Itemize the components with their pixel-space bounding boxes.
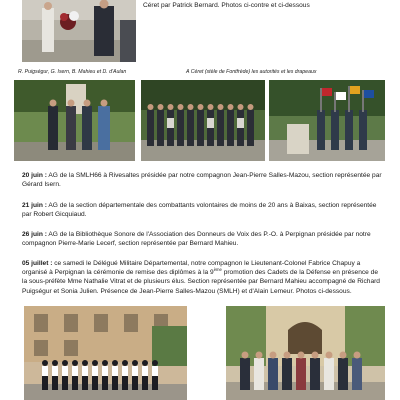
photo-caption-right: A Céret (stèle de Fontfrède) les autorités et les drapeaux <box>186 69 317 75</box>
paragraph-text: ce samedi le Délégué Militaire Départemental, notre compagnon le Lieutenant-Colonel Fabrice Chapuy a organisé à Perpignan la cérémonie de remise des diplômes à la 9 <box>22 260 361 277</box>
photo-caption-left: R. Puigségur, G. Isern, B. Mahieu et D. d'Aulan <box>18 69 127 75</box>
photo-wreath-laying <box>22 0 136 62</box>
photo-group-at-stele <box>14 80 135 161</box>
photo-officials-group <box>226 306 385 400</box>
paragraph-26-juin <box>22 230 384 248</box>
photo-assembly-crowd <box>141 80 265 161</box>
date-label: 21 juin : <box>22 202 47 209</box>
date-label: 26 juin : <box>22 231 47 238</box>
paragraph-text-continued: promotion des Cadets de la Défense en présence de la sous-préfète Mme Nathalie Vitrat et de plusieurs élus. Section représentée par Bernard Mahieu accompagné de Richard Puigségur et Sonia Julien. Présence de Jean-Pierre Salles-Mazou (SMLH) et d'Alain Lemeur. Photos ci-dessous. <box>22 269 380 295</box>
paragraph-text: AG de la section départementale des combattants volontaires de moins de 20 ans à Baixas, section représentée par Robert Gicquiaud. <box>22 202 377 219</box>
paragraph-text: AG de la Bibliothèque Sonore de l'Association des Donneurs de Voix des P.-O. à Perpignan présidée par notre compagnon Pierre-Marie Lecerf, section représentée par Bernard Mahieu. <box>22 231 371 248</box>
paragraph-text: AG de la SMLH66 à Rivesaltes présidée par notre compagnon Jean-Pierre Salles-Mazou, section représentée par Gérard Isern. <box>22 172 382 189</box>
paragraph-20-juin <box>22 171 384 189</box>
photo-flags-monument <box>269 80 385 161</box>
paragraph-21-juin <box>22 201 384 219</box>
top-photo-caption: Céret par Patrick Bernard. Photos ci-contre et ci-dessous <box>143 2 310 9</box>
date-label: 05 juillet : <box>22 260 53 267</box>
paragraph-05-juillet <box>22 259 384 296</box>
photo-cadets-parade <box>24 306 187 400</box>
date-label: 20 juin : <box>22 172 47 179</box>
superscript-ordinal: ème <box>213 267 222 273</box>
